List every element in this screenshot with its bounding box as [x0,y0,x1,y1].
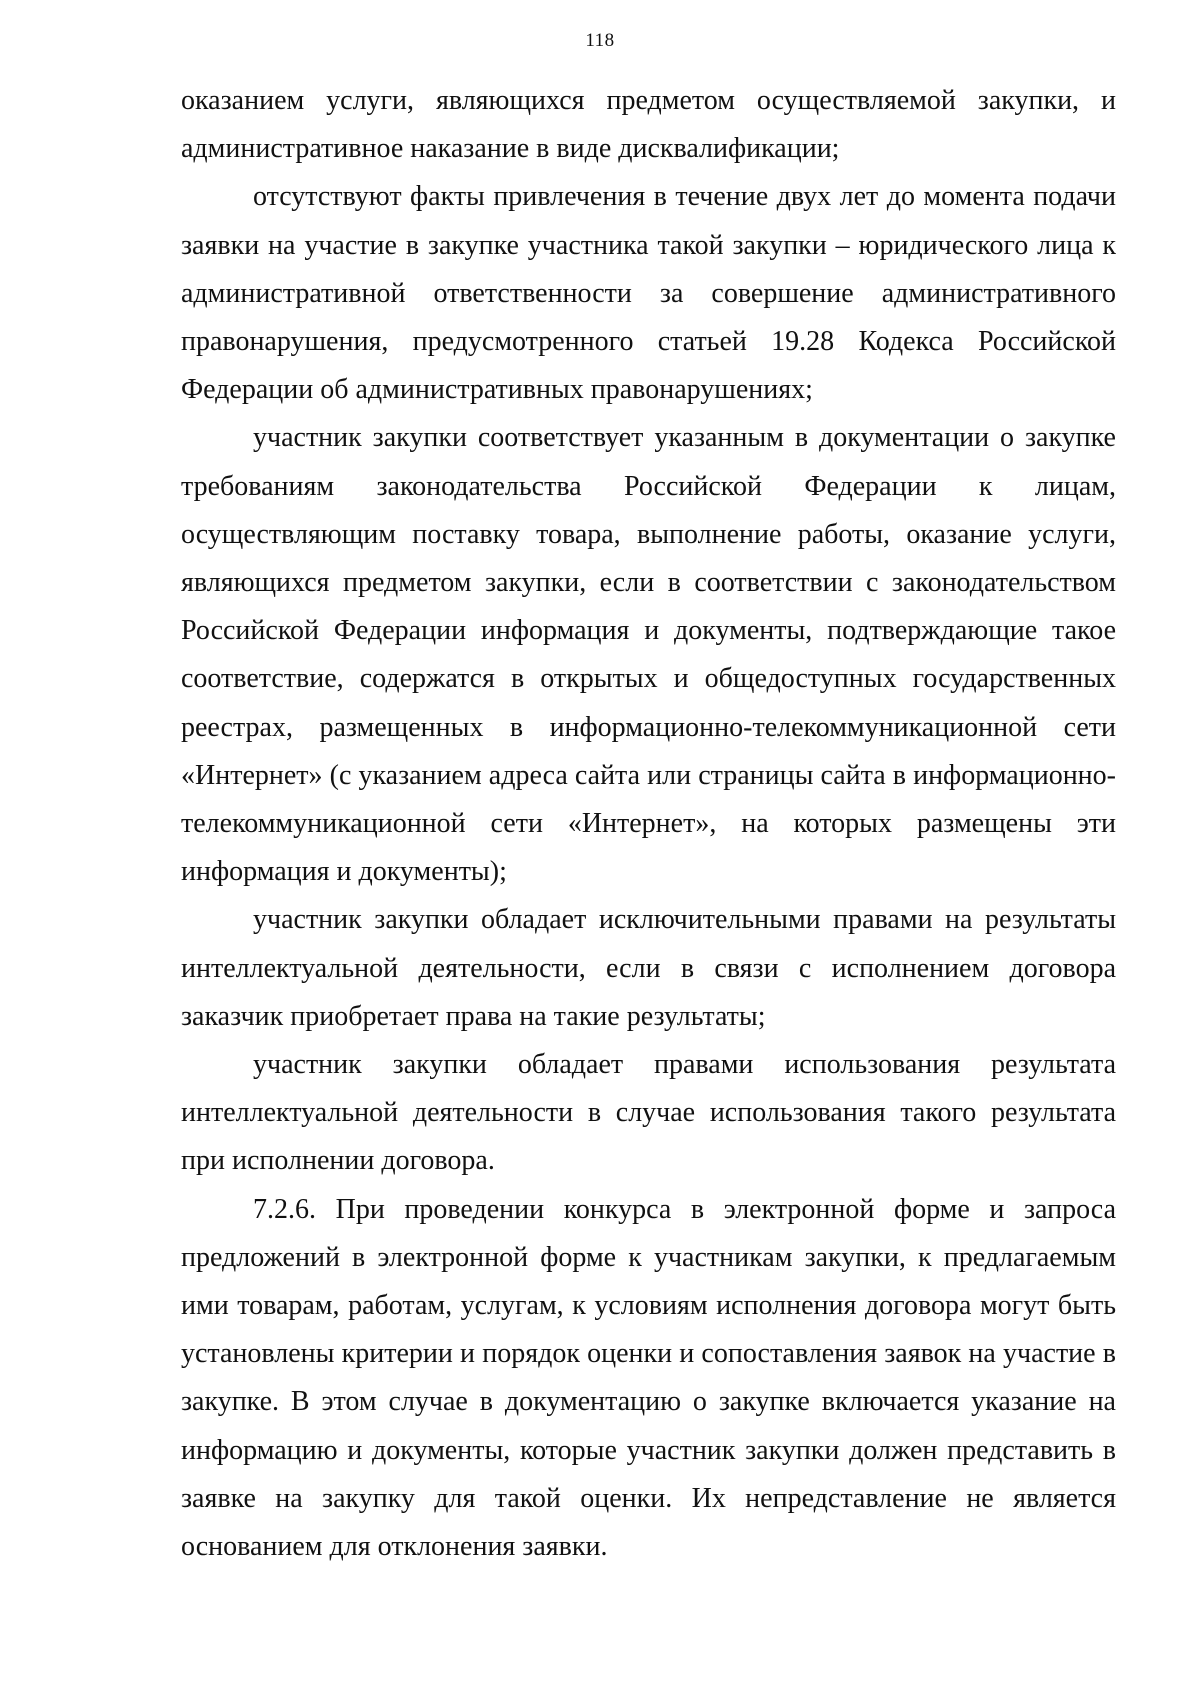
paragraph-no-liability: отсутствуют факты привлечения в течение двух лет до момента подачи заявки на участие в закупке участника такой закупки – юридического лица к административной ответственности за совершение административного правонарушения, предусмотренного статьей 19.28 Кодекса Российской Федерации об административных правонарушениях; [181,181,1116,406]
page-number: 118 [585,30,615,51]
paragraph-continuation: оказанием услуги, являющихся предметом осуществляемой закупки, и административное наказание в виде дисквалификации; [181,85,1116,165]
paragraph-usage-rights: участник закупки обладает правами использования результата интеллектуальной деятельности в случае использования такого результата при исполнении договора. [181,1049,1116,1177]
paragraph-conformity: участник закупки соответствует указанным в документации о закупке требованиям законодательства Российской Федерации к лицам, осуществляющим поставку товара, выполнение работы, оказание услуги, являющихся предметом закупки, если в соответствии с законодательством Российской Федерации информация и документы, подтверждающие такое соответствие, содержатся в открытых и общедоступных государственных реестрах, размещенных в информационно-телекоммуникационной сети «Интернет» (с указанием адреса сайта или страницы сайта в информационно-телекоммуникационной сети «Интернет», на которых размещены эти информация и документы); [181,422,1116,888]
document-body [181,77,1116,1571]
paragraph-clause-7-2-6: 7.2.6. При проведении конкурса в электронной форме и запроса предложений в электронной форме к участникам закупки, к предлагаемым ими товарам, работам, услугам, к условиям исполнения договора могут быть установлены критерии и порядок оценки и сопоставления заявок на участие в закупке. В этом случае в документацию о закупке включается указание на информацию и документы, которые участник закупки должен представить в заявке на закупку для такой оценки. Их непредставление не является основанием для отклонения заявки. [181,1193,1116,1563]
paragraph-exclusive-rights: участник закупки обладает исключительными правами на результаты интеллектуальной деятельности, если в связи с исполнением договора заказчик приобретает права на такие результаты; [181,904,1116,1032]
